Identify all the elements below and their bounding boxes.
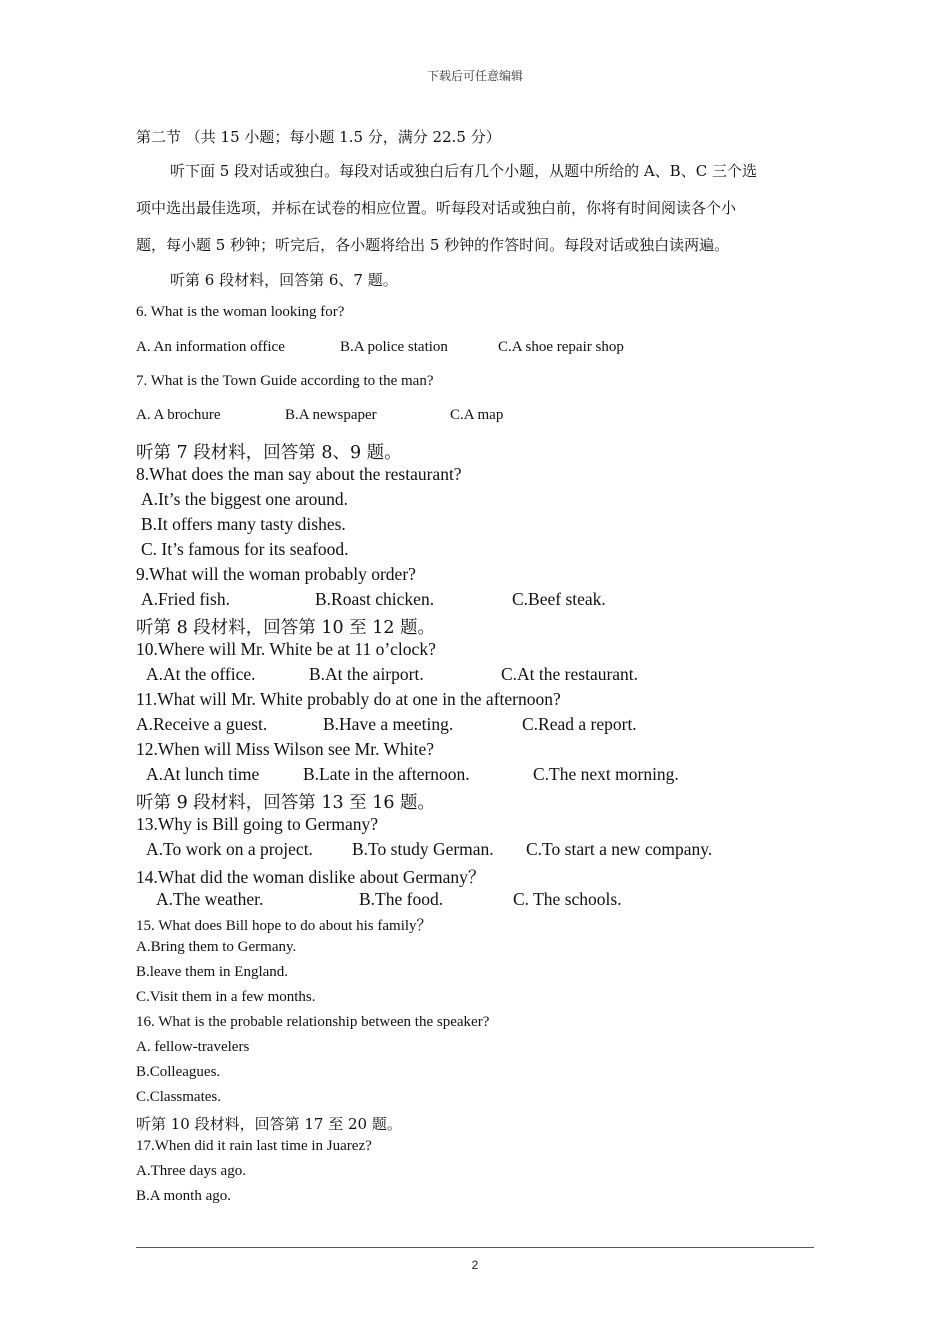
section-heading: 第二节 （共 15 小题；每小题 1.5 分，满分 22.5 分） (136, 128, 501, 146)
q11-option-b: B.Have a meeting. (323, 714, 454, 734)
q17-option-b: B.A month ago. (136, 1188, 232, 1204)
intro-line-3: 题，每小题 5 秒钟；听完后，各小题将给出 5 秒钟的作答时间。每段对话或独白读两遍。 (136, 236, 730, 254)
q12-option-c: C.The next morning. (533, 764, 679, 784)
q9-option-b: B.Roast chicken. (315, 589, 435, 609)
q9-option-a: A.Fried fish. (141, 589, 230, 609)
q14-option-c: C. The schools. (513, 889, 622, 909)
q12-question: 12.When will Miss Wilson see Mr. White? (136, 739, 435, 759)
part10-instruction: 听第 10 段材料，回答第 17 至 20 题。 (136, 1115, 402, 1133)
q17-option-a: A.Three days ago. (136, 1163, 246, 1179)
q10-option-b: B.At the airport. (309, 664, 424, 684)
q16-option-a: A. fellow-travelers (136, 1039, 250, 1055)
q11-question: 11.What will Mr. White probably do at one in the afternoon? (136, 689, 561, 709)
q9-question: 9.What will the woman probably order? (136, 564, 416, 584)
q6-option-a: A. An information office (136, 339, 285, 355)
q6-option-c: C.A shoe repair shop (498, 339, 624, 355)
q7-question: 7. What is the Town Guide according to the man? (136, 373, 434, 389)
q16-option-b: B.Colleagues. (136, 1064, 221, 1080)
q12-option-a: A.At lunch time (146, 764, 260, 784)
q15-option-c: C.Visit them in a few months. (136, 989, 316, 1005)
q15-option-b: B.leave them in England. (136, 964, 289, 980)
q10-option-a: A.At the office. (146, 664, 256, 684)
q8-option-a: A.It’s the biggest one around. (141, 489, 349, 509)
q14-question: 14.What did the woman dislike about Germany？ (136, 867, 486, 887)
q17-question: 17.When did it rain last time in Juarez? (136, 1138, 372, 1154)
q7-option-c: C.A map (450, 407, 504, 423)
q11-option-a: A.Receive a guest. (136, 714, 268, 734)
part8-instruction: 听第 8 段材料，回答第 10 至 12 题。 (136, 618, 436, 638)
intro-line-1: 听下面 5 段对话或独白。每段对话或独白后有几个小题，从题中所给的 A、B、C 三个选 (170, 162, 757, 180)
q6-option-b: B.A police station (340, 339, 448, 355)
q12-option-b: B.Late in the afternoon. (303, 764, 470, 784)
header-note: 下载后可任意编辑 (426, 69, 523, 83)
q13-option-c: C.To start a new company. (526, 839, 713, 859)
q8-option-c: C. It’s famous for its seafood. (141, 539, 349, 559)
footer-divider (136, 1247, 814, 1248)
q14-option-b: B.The food. (359, 889, 444, 909)
q10-option-c: C.At the restaurant. (501, 664, 639, 684)
q15-question: 15. What does Bill hope to do about his family？ (136, 918, 432, 934)
part6-instruction: 听第 6 段材料，回答第 6、7 题。 (170, 271, 398, 289)
q11-option-c: C.Read a report. (522, 714, 637, 734)
q16-question: 16. What is the probable relationship between the speaker? (136, 1014, 490, 1030)
q8-question: 8.What does the man say about the restaurant? (136, 464, 462, 484)
q16-option-c: C.Classmates. (136, 1089, 221, 1105)
part7-instruction: 听第 7 段材料，回答第 8、9 题。 (136, 443, 402, 463)
part9-instruction: 听第 9 段材料，回答第 13 至 16 题。 (136, 793, 436, 813)
q15-option-a: A.Bring them to Germany. (136, 939, 297, 955)
q9-option-c: C.Beef steak. (512, 589, 606, 609)
q13-option-a: A.To work on a project. (146, 839, 313, 859)
q13-question: 13.Why is Bill going to Germany? (136, 814, 379, 834)
q6-question: 6. What is the woman looking for? (136, 304, 345, 320)
intro-line-2: 项中选出最佳选项，并标在试卷的相应位置。听每段对话或独白前，你将有时间阅读各个小 (136, 199, 737, 217)
page-number: 2 (471, 1258, 479, 1272)
q8-option-b: B.It offers many tasty dishes. (141, 514, 346, 534)
q10-question: 10.Where will Mr. White be at 11 o’clock? (136, 639, 436, 659)
q7-option-a: A. A brochure (136, 407, 221, 423)
q13-option-b: B.To study German. (352, 839, 494, 859)
q7-option-b: B.A newspaper (285, 407, 377, 423)
q14-option-a: A.The weather. (156, 889, 264, 909)
